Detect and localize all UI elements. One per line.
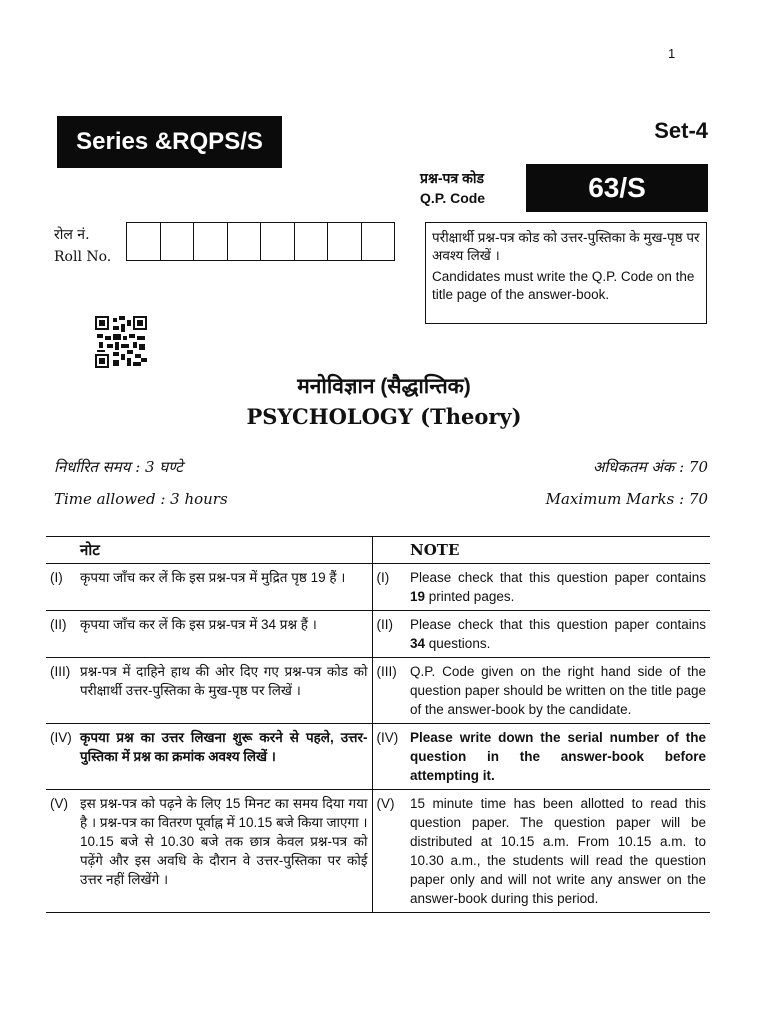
notes-table [46, 536, 710, 913]
notes-header-english: NOTE [406, 537, 710, 564]
series-label: Series &RQPS/S [57, 116, 282, 168]
notes-header-spacer-en [372, 537, 406, 564]
note-text-english: Please check that this question paper contains 34 questions. [406, 611, 710, 658]
note-emphasis: 34 [410, 636, 426, 651]
note-number-hindi: (II) [46, 611, 76, 658]
roll-number-box[interactable] [127, 223, 161, 260]
qp-code-value: 63/S [526, 164, 708, 212]
subject-title-english: PSYCHOLOGY (Theory) [246, 404, 522, 429]
note-emphasis: 19 [410, 589, 426, 604]
note-row [46, 564, 710, 611]
roll-number-label [54, 224, 111, 268]
max-marks-english: Maximum Marks : 70 [545, 490, 708, 508]
instruction-english: Candidates must write the Q.P. Code on the title page of the answer-book. [432, 269, 695, 302]
note-row [46, 790, 710, 913]
subject-title-hindi: मनोविज्ञान (सैद्धान्तिक) [297, 375, 471, 398]
roll-number-box[interactable] [261, 223, 295, 260]
note-text-english: Q.P. Code given on the right hand side of the question paper should be written on the title page of the answer-book by the candidate. [406, 658, 710, 724]
note-text-hindi: कृपया प्रश्न का उत्तर लिखना शुरू करने से पहले, उत्तर-पुस्तिका में प्रश्न का क्रमांक अवश्य लिखें । [76, 724, 372, 790]
note-emphasis: Please write down the serial number of the question in the answer-book before attempting it. [410, 730, 706, 783]
note-number-english: (III) [372, 658, 406, 724]
roll-number-box[interactable] [362, 223, 395, 260]
notes-header-spacer [46, 537, 76, 564]
note-row [46, 724, 710, 790]
note-number-hindi: (V) [46, 790, 76, 913]
roll-number-box[interactable] [228, 223, 262, 260]
time-allowed-english: Time allowed : 3 hours [54, 490, 228, 508]
max-marks-hindi: अधिकतम अंक : 70 [592, 458, 708, 476]
notes-header-hindi: नोट [76, 537, 372, 564]
page-number: 1 [668, 46, 676, 61]
time-allowed-hindi: निर्धारित समय : 3 घण्टे [54, 458, 183, 476]
qp-code-instruction-box [425, 222, 707, 324]
note-number-english: (II) [372, 611, 406, 658]
note-number-hindi: (III) [46, 658, 76, 724]
note-text-english: 15 minute time has been allotted to read this question paper. The question paper will be distributed at 10.15 a.m. From 10.15 a.m. to 10.30 a.m., the students will read the question paper only and will not write any answer on the answer-book during this period. [406, 790, 710, 913]
note-number-english: (I) [372, 564, 406, 611]
note-number-hindi: (IV) [46, 724, 76, 790]
note-text-hindi: कृपया जाँच कर लें कि इस प्रश्न-पत्र में 34 प्रश्न हैं । [76, 611, 372, 658]
note-row [46, 658, 710, 724]
roll-label-english: Roll No. [54, 249, 112, 265]
qp-code-label-english: Q.P. Code [420, 190, 486, 206]
instruction-hindi: परीक्षार्थी प्रश्न-पत्र कोड को उत्तर-पुस्तिका के मुख-पृष्ठ पर अवश्य लिखें । [432, 230, 700, 263]
note-number-hindi: (I) [46, 564, 76, 611]
roll-number-box[interactable] [295, 223, 329, 260]
set-label: Set-4 [654, 118, 708, 143]
qr-code-icon [95, 316, 147, 368]
note-text-english: Please check that this question paper contains 19 printed pages. [406, 564, 710, 611]
roll-label-hindi: रोल नं. [54, 227, 90, 243]
roll-number-box[interactable] [194, 223, 228, 260]
note-number-english: (V) [372, 790, 406, 913]
roll-number-box[interactable] [161, 223, 195, 260]
note-row [46, 611, 710, 658]
note-text-english [406, 724, 710, 790]
note-text-hindi: कृपया जाँच कर लें कि इस प्रश्न-पत्र में मुद्रित पृष्ठ 19 हैं । [76, 564, 372, 611]
qp-code-label-hindi: प्रश्न-पत्र कोड [420, 170, 484, 186]
roll-number-box[interactable] [328, 223, 362, 260]
note-text-hindi: प्रश्न-पत्र में दाहिने हाथ की ओर दिए गए प्रश्न-पत्र कोड को परीक्षार्थी उत्तर-पुस्तिका के मुख-पृष्ठ पर लिखें । [76, 658, 372, 724]
note-text-hindi: इस प्रश्न-पत्र को पढ़ने के लिए 15 मिनट का समय दिया गया है । प्रश्न-पत्र का वितरण पूर्वाह्न में 10.15 बजे किया जाएगा । 10.15 बजे से 10.30 बजे तक छात्र केवल प्रश्न-पत्र को पढ़ेंगे और इस अवधि के दौरान वे उत्तर-पुस्तिका पर कोई उत्तर नहीं लिखेंगे । [76, 790, 372, 913]
qp-code-label [420, 168, 485, 208]
note-number-english: (IV) [372, 724, 406, 790]
notes-header-row [46, 537, 710, 564]
roll-number-boxes[interactable] [126, 222, 395, 261]
